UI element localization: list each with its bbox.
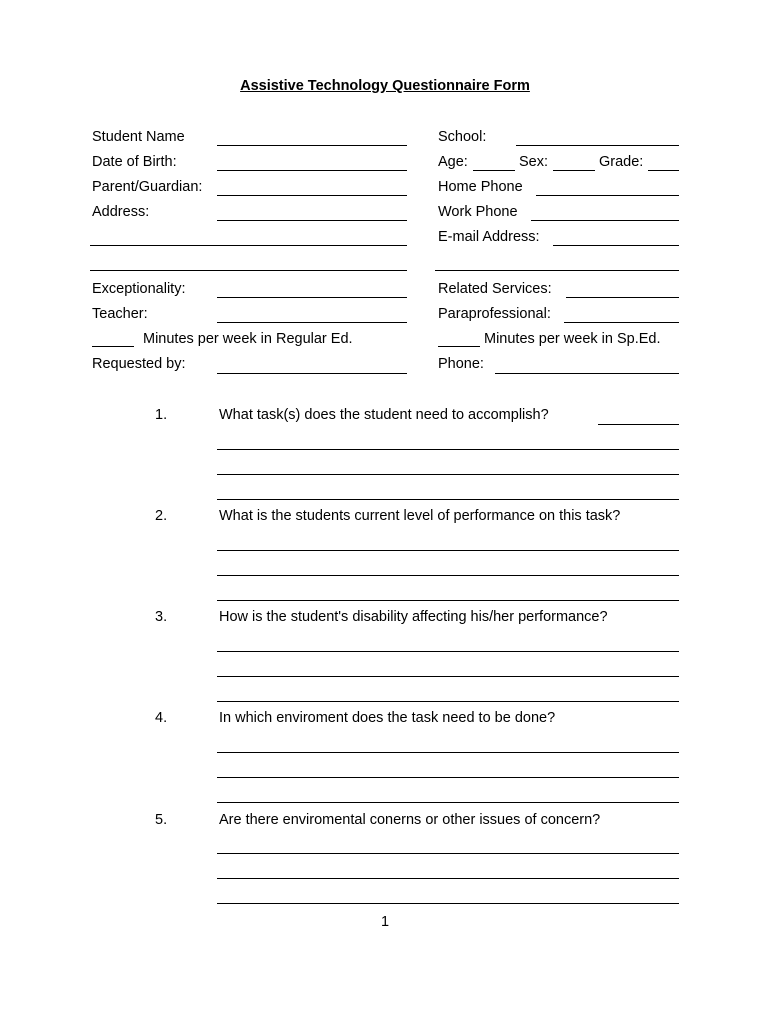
question-number: 4. <box>155 710 168 726</box>
work-phone-field[interactable] <box>531 220 679 221</box>
student-name-field[interactable] <box>217 145 407 146</box>
question-number: 3. <box>155 609 168 625</box>
question-text: What task(s) does the student need to accomplish? <box>219 407 549 423</box>
question-text: Are there enviromental conerns or other issues of concern? <box>219 812 601 828</box>
right-divider-line[interactable] <box>435 270 679 271</box>
answer-line[interactable] <box>217 777 679 778</box>
grade-field[interactable] <box>648 170 679 171</box>
question-number: 1. <box>155 407 168 423</box>
answer-line[interactable] <box>217 676 679 677</box>
question-number: 2. <box>155 508 168 524</box>
school-field[interactable] <box>516 145 679 146</box>
answer-line[interactable] <box>217 802 679 803</box>
email-field[interactable] <box>553 245 679 246</box>
work-phone-label: Work Phone <box>438 204 518 220</box>
minutes-sped-field[interactable] <box>438 346 480 347</box>
home-phone-label: Home Phone <box>438 179 523 195</box>
age-field[interactable] <box>473 170 515 171</box>
parent-guardian-label: Parent/Guardian: <box>92 179 203 195</box>
answer-line[interactable] <box>217 903 679 904</box>
address-label: Address: <box>92 204 150 220</box>
home-phone-field[interactable] <box>536 195 679 196</box>
answer-line[interactable] <box>217 474 679 475</box>
minutes-regular-field[interactable] <box>92 346 134 347</box>
related-services-field[interactable] <box>566 297 679 298</box>
answer-line[interactable] <box>217 600 679 601</box>
form-title: Assistive Technology Questionnaire Form <box>240 78 530 94</box>
sex-field[interactable] <box>553 170 595 171</box>
answer-line[interactable] <box>598 424 679 425</box>
paraprofessional-label: Paraprofessional: <box>438 306 551 322</box>
question-text: In which enviroment does the task need to be done? <box>219 710 556 726</box>
exceptionality-label: Exceptionality: <box>92 281 186 297</box>
minutes-regular-label: Minutes per week in Regular Ed. <box>143 331 353 347</box>
answer-line[interactable] <box>217 550 679 551</box>
student-name-label: Student Name <box>92 129 185 145</box>
question-text: How is the student's disability affecting his/her performance? <box>219 609 608 625</box>
answer-line[interactable] <box>217 878 679 879</box>
parent-guardian-field[interactable] <box>217 195 407 196</box>
answer-line[interactable] <box>217 752 679 753</box>
school-label: School: <box>438 129 487 145</box>
answer-line[interactable] <box>217 853 679 854</box>
answer-line[interactable] <box>217 701 679 702</box>
date-of-birth-field[interactable] <box>217 170 407 171</box>
phone-field[interactable] <box>495 373 679 374</box>
phone-label: Phone: <box>438 356 484 372</box>
sex-label: Sex: <box>519 154 549 170</box>
exceptionality-field[interactable] <box>217 297 407 298</box>
question-number: 5. <box>155 812 168 828</box>
paraprofessional-field[interactable] <box>564 322 679 323</box>
address-field-line3[interactable] <box>90 270 407 271</box>
answer-line[interactable] <box>217 499 679 500</box>
requested-by-field[interactable] <box>217 373 407 374</box>
page-number: 1 <box>380 914 390 930</box>
answer-line[interactable] <box>217 449 679 450</box>
address-field-line1[interactable] <box>217 220 407 221</box>
address-field-line2[interactable] <box>90 245 407 246</box>
answer-line[interactable] <box>217 575 679 576</box>
teacher-label: Teacher: <box>92 306 148 322</box>
grade-label: Grade: <box>599 154 644 170</box>
minutes-sped-label: Minutes per week in Sp.Ed. <box>484 331 661 347</box>
age-label: Age: <box>438 154 468 170</box>
date-of-birth-label: Date of Birth: <box>92 154 177 170</box>
teacher-field[interactable] <box>217 322 407 323</box>
email-label: E-mail Address: <box>438 229 540 245</box>
related-services-label: Related Services: <box>438 281 552 297</box>
answer-line[interactable] <box>217 651 679 652</box>
question-text: What is the students current level of performance on this task? <box>219 508 621 524</box>
requested-by-label: Requested by: <box>92 356 186 372</box>
